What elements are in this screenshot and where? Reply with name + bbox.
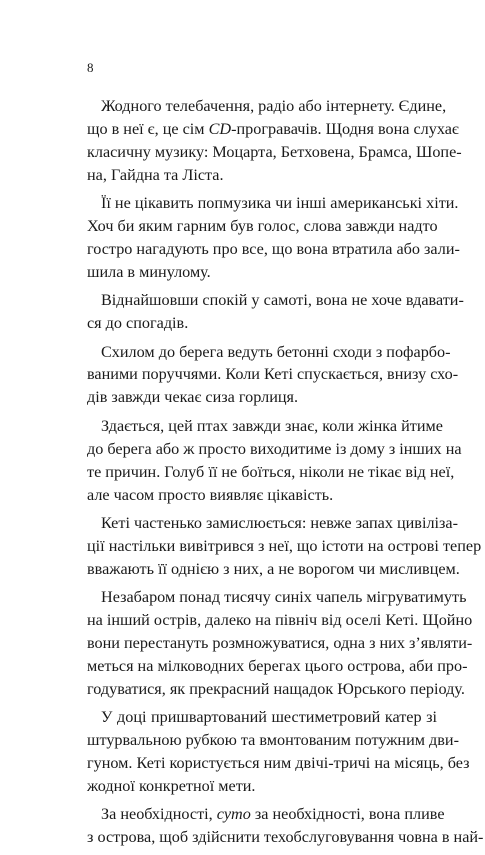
text-segment: У доці пришвартований шестиметровий катер зі xyxy=(101,708,437,727)
paragraph xyxy=(87,415,462,507)
paragraph xyxy=(87,95,462,187)
text-line xyxy=(87,312,437,335)
text-segment: що в неї є, це сім xyxy=(87,119,209,138)
text-line xyxy=(87,678,465,701)
text-segment: вони перестануть розмножуватися, одна з них з’являти- xyxy=(87,633,473,652)
text-segment: з острова, щоб здійснити техобслуговування човна в най- xyxy=(87,828,484,847)
text-segment: вважають її однією з них, а не ворогом чи мисливцем. xyxy=(87,559,460,578)
text-segment: але часом просто виявляє цікавість. xyxy=(87,485,334,504)
text-segment: жодної конкретної мети. xyxy=(87,776,256,795)
text-segment: дів завжди чекає сиза горлиця. xyxy=(87,388,299,407)
text-segment: ся до спогадів. xyxy=(87,314,189,333)
text-line xyxy=(87,289,464,312)
text-line xyxy=(87,535,482,558)
text-line xyxy=(87,386,437,409)
text-line xyxy=(87,192,459,215)
italic-text: суто xyxy=(216,805,251,824)
text-line xyxy=(87,415,443,438)
text-line xyxy=(87,512,458,535)
text-segment: Жодного телебачення, радіо або інтернету. Єдине, xyxy=(101,97,447,115)
text-line xyxy=(87,215,437,238)
paragraph xyxy=(87,706,470,798)
text-segment: шила в минулому. xyxy=(87,262,211,281)
text-line xyxy=(87,261,437,284)
text-line xyxy=(87,341,451,364)
text-line xyxy=(87,655,468,678)
text-segment: штурвальною рубкою та вмонтованим потужним дви- xyxy=(87,731,459,750)
text-line xyxy=(87,484,437,507)
text-segment: ваними поруччями. Коли Кеті спускається, внизу схо- xyxy=(87,365,459,384)
text-segment: Схилом до берега ведуть бетонні сходи з пофарбо- xyxy=(101,342,451,361)
paragraph xyxy=(87,803,484,849)
text-segment: за необхідності, вона пливе xyxy=(250,805,445,824)
page-number: 8 xyxy=(87,60,94,75)
text-line xyxy=(87,609,473,632)
text-line xyxy=(87,95,447,118)
text-line xyxy=(87,752,470,775)
text-line xyxy=(87,164,437,187)
text-line xyxy=(87,558,460,581)
text-segment: класичну музику: Моцарта, Бетховена, Брамса, Шопе- xyxy=(87,142,462,161)
text-line xyxy=(87,586,467,609)
text-segment: те причин. Голуб її не боїться, ніколи не тікає від неї, xyxy=(87,462,455,481)
text-segment: Кеті частенько замислюється: невже запах цивіліза- xyxy=(101,513,458,532)
text-segment: гостро нагадують про все, що вона втратила або зали- xyxy=(87,239,460,258)
paragraph xyxy=(87,192,460,284)
text-segment: на, Гайдна та Ліста. xyxy=(87,165,224,184)
text-segment: Її не цікавить попмузика чи інші американські хіти. xyxy=(101,194,459,213)
text-line xyxy=(87,803,445,826)
text-line xyxy=(87,826,484,849)
text-line xyxy=(87,118,459,141)
paragraph xyxy=(87,586,473,701)
text-line xyxy=(87,775,437,798)
paragraph xyxy=(87,512,482,581)
text-segment: За необхідності, xyxy=(101,805,217,824)
body-text xyxy=(87,95,484,855)
text-line xyxy=(87,461,455,484)
text-line xyxy=(87,438,462,461)
text-segment: меться на мілководних берегах цього острова, аби про- xyxy=(87,656,468,675)
text-segment: гуном. Кеті користується ним двічі-тричі на місяць, без xyxy=(87,753,470,772)
text-line xyxy=(87,706,437,729)
text-segment: годуватися, як прекрасний нащадок Юрського періоду. xyxy=(87,679,465,698)
paragraph xyxy=(87,289,464,335)
text-line xyxy=(87,729,459,752)
text-segment: Хоч би яким гарним був голос, слова завжди надто xyxy=(87,217,438,236)
text-line xyxy=(87,141,462,164)
text-segment: Здається, цей птах завжди знає, коли жінка йтиме xyxy=(101,416,443,435)
text-segment: Незабаром понад тисячу синіх чапель мігруватимуть xyxy=(101,588,467,607)
text-segment: на інший острів, далеко на північ від оселі Кеті. Щойно xyxy=(87,611,473,630)
text-segment: до берега або ж просто виходитиме із дому з інших на xyxy=(87,439,462,458)
text-segment: Віднайшовши спокій у самоті, вона не хоче вдавати- xyxy=(101,291,464,310)
text-line xyxy=(87,238,460,261)
text-line xyxy=(87,632,473,655)
text-segment: -програвачів. Щодня вона слухає xyxy=(231,119,459,138)
italic-text: CD xyxy=(208,119,232,138)
text-segment: ції настільки вивітрився з неї, що істоти на острові тепер xyxy=(87,536,482,555)
text-line xyxy=(87,363,459,386)
paragraph xyxy=(87,341,459,410)
